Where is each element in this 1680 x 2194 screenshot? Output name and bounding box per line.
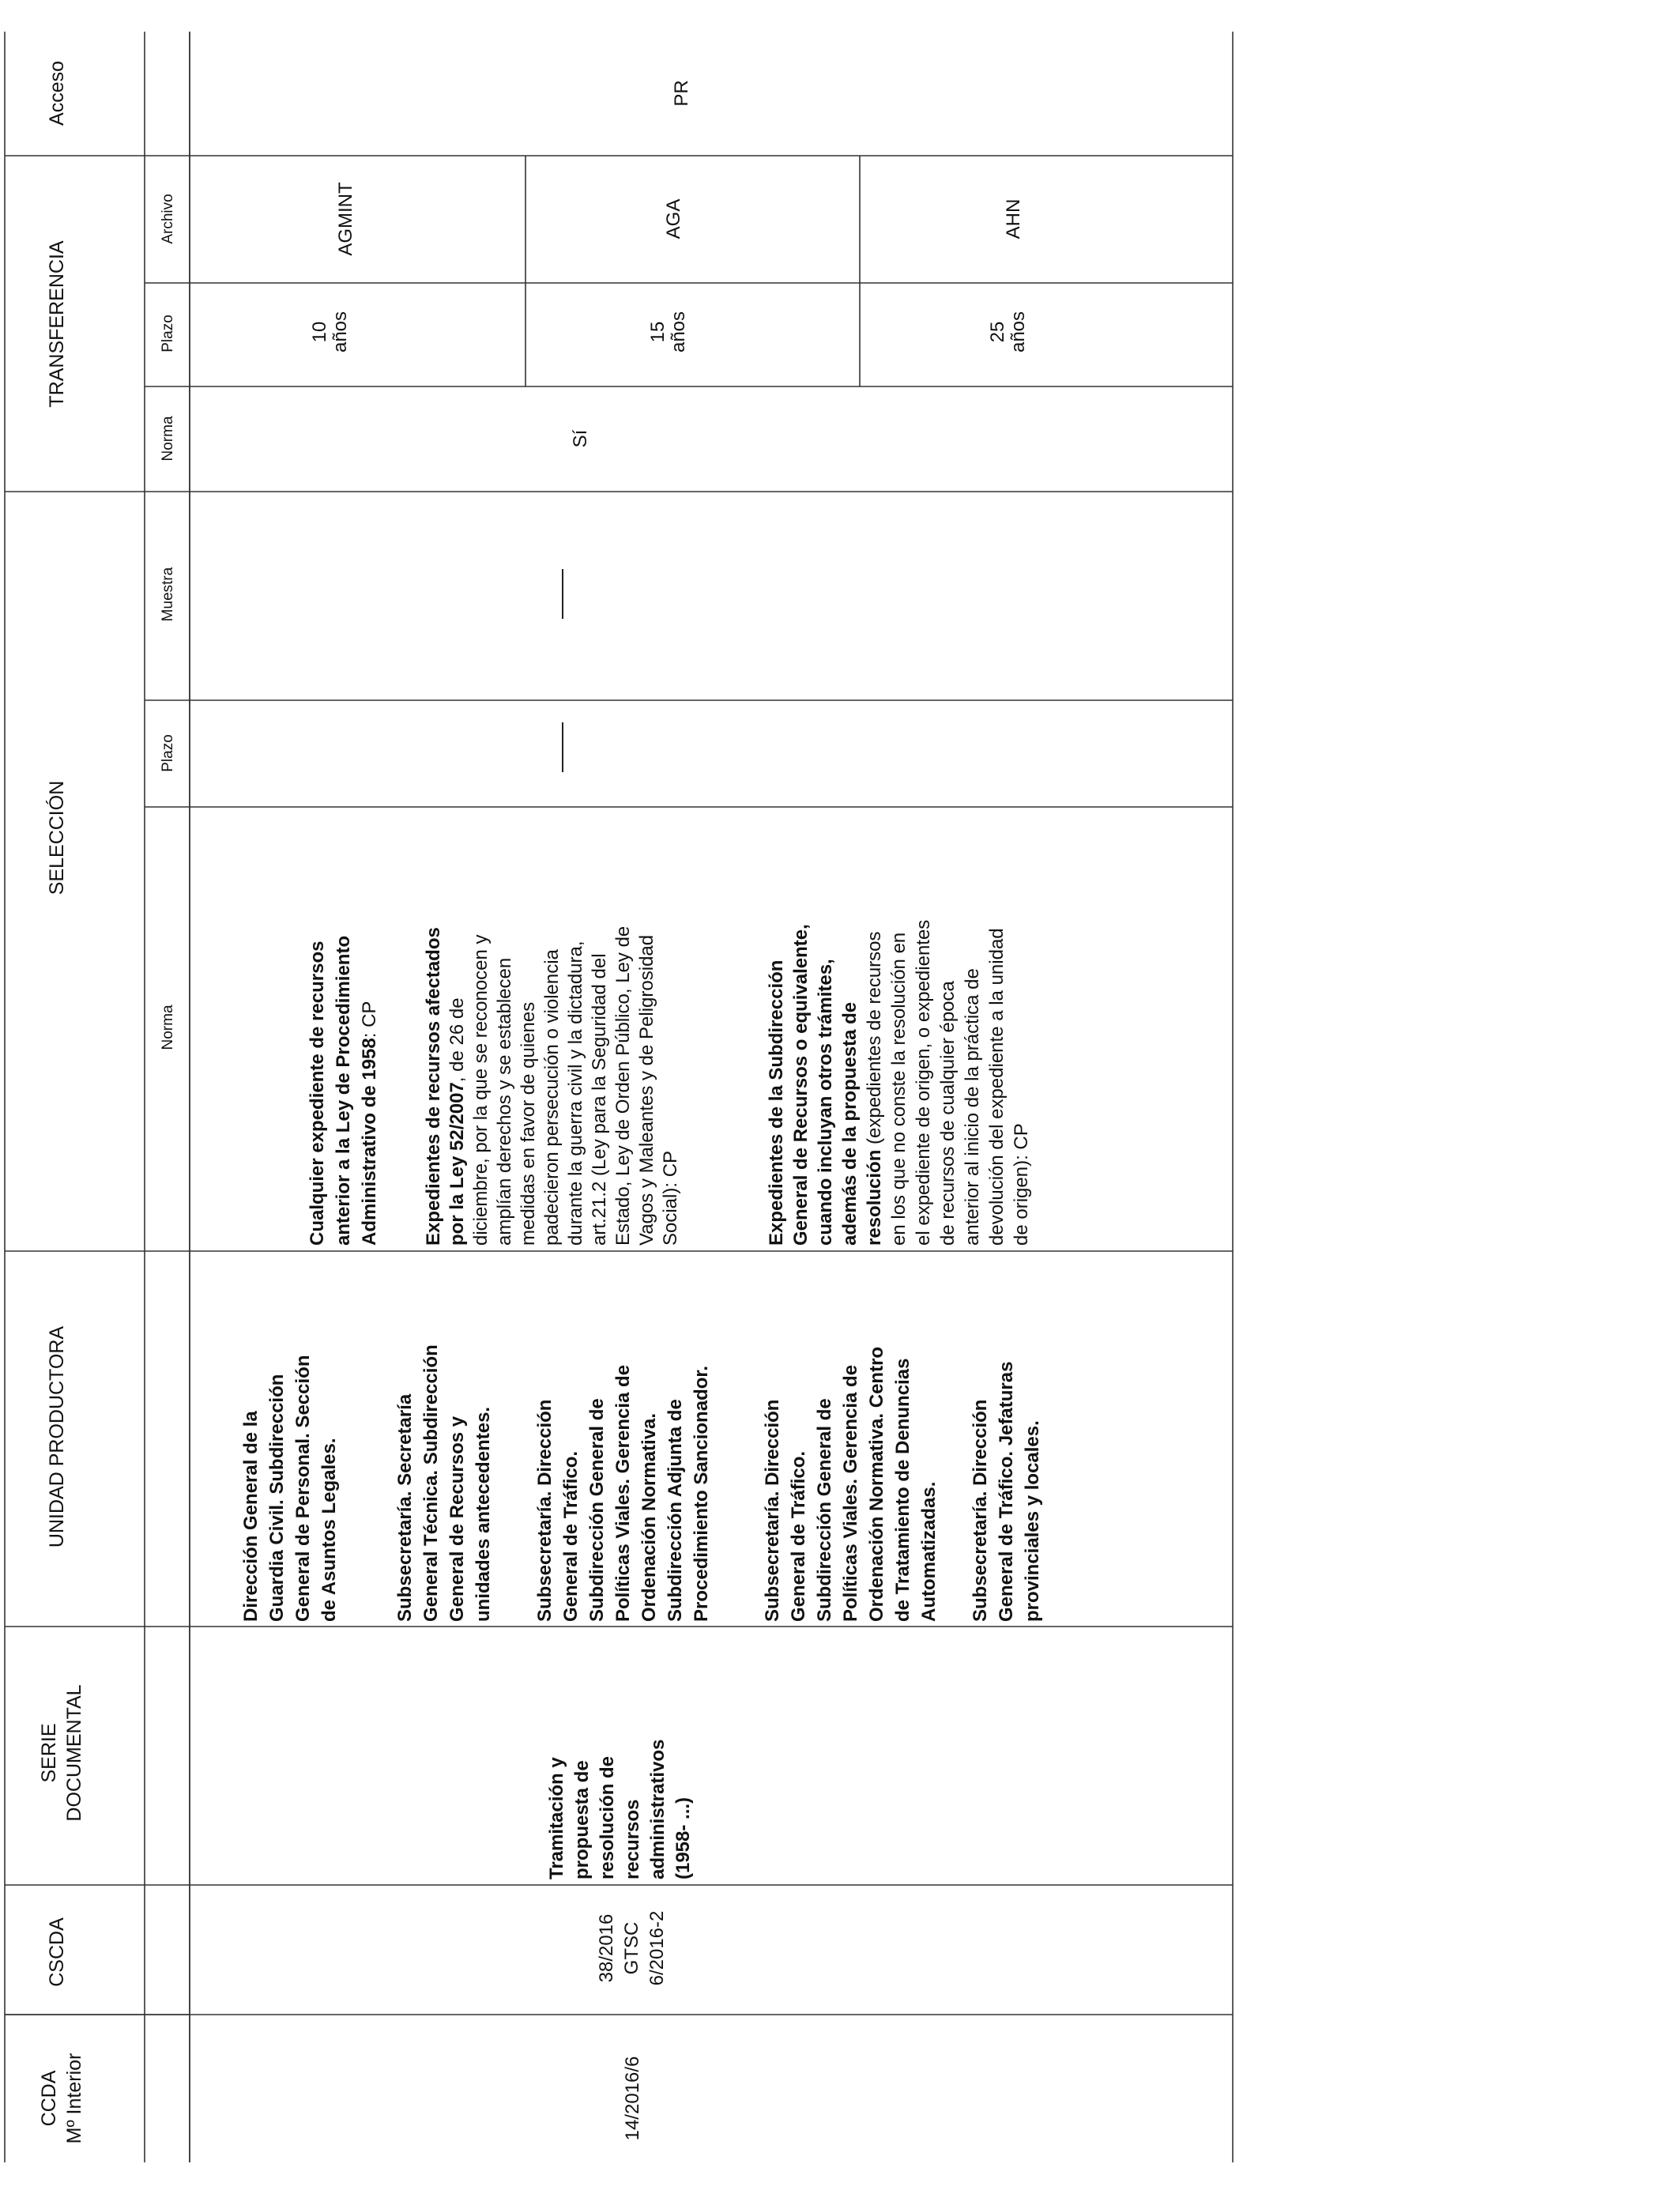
cell-line <box>612 926 634 1246</box>
unidad-line: Subsecretaría. Dirección <box>534 1399 556 1622</box>
cell-seleccion-norma-1 <box>307 936 380 1246</box>
archivo-name: AGMINT <box>335 182 356 256</box>
cell-transferencia-norma: Sí <box>570 429 591 448</box>
cell-line <box>565 941 586 1246</box>
cell-line <box>1011 1123 1032 1246</box>
cell-unidad-productora <box>240 1344 1043 1622</box>
cell-line <box>589 953 610 1246</box>
unidad-line: provinciales y locales. <box>1022 1420 1043 1622</box>
cell-line <box>470 934 492 1246</box>
unidad-line: General de Tráfico. Jefaturas <box>996 1361 1017 1622</box>
cell-line <box>518 1002 539 1246</box>
unidad-line: Políticas Viales. Gerencia de <box>840 1364 861 1622</box>
normal-segment: en los que no conste la resolución en <box>888 932 910 1246</box>
cell-line <box>913 920 934 1246</box>
cell-seleccion-norma-3 <box>766 920 1032 1246</box>
cell-line <box>359 1001 380 1246</box>
normal-segment: el expediente de origen, o expedientes <box>913 919 934 1246</box>
normal-segment: Social): CP <box>660 1150 681 1246</box>
unidad-line: Ordenación Normativa. Centro <box>866 1346 887 1622</box>
unidad-line: Subdirección General de <box>814 1398 835 1622</box>
bold-segment: anterior a la Ley de Procedimiento <box>333 935 354 1246</box>
unidad-line: Políticas Viales. Gerencia de <box>612 1364 634 1622</box>
bold-segment: Cualquier expediente de recursos <box>307 941 328 1246</box>
normal-segment: , de 26 de <box>446 997 468 1083</box>
bold-segment: Expedientes de la Subdirección <box>766 959 787 1246</box>
unidad-line: Automatizadas. <box>918 1481 940 1622</box>
plazo-unit: años <box>330 311 351 353</box>
cell-line <box>494 958 515 1246</box>
bold-segment: General de Recursos o equivalente, <box>790 924 812 1246</box>
normal-segment: padecieron persecución o violencia <box>541 949 563 1246</box>
unidad-line: Guardia Civil. Subdirección <box>266 1374 288 1622</box>
cscda-line: 38/2016 <box>596 1913 617 1983</box>
normal-segment: (expedientes de recursos <box>864 931 885 1150</box>
cell-transferencias <box>309 182 1029 352</box>
cell-line <box>962 968 983 1246</box>
unidad-line: de Asuntos Legales. <box>318 1438 340 1622</box>
cell-line <box>986 928 1008 1246</box>
unidad-line: Subdirección Adjunta de <box>665 1399 686 1622</box>
archivo-name: AHN <box>1003 198 1024 239</box>
cell-line <box>541 948 563 1246</box>
unidad-line: General Técnica. Subdirección <box>420 1344 442 1622</box>
plazo-number: 15 <box>647 321 669 343</box>
cell-cscda <box>596 1911 668 1986</box>
unidad-line: Subdirección General de <box>586 1398 608 1622</box>
cell-line <box>660 1151 681 1246</box>
normal-segment: diciembre, por la que se reconocen y <box>470 934 492 1246</box>
table-row <box>240 80 1043 2140</box>
unidad-line: General de Recursos y <box>446 1416 468 1622</box>
unidad-line: Subsecretaría. Dirección <box>970 1399 991 1622</box>
serie-line: propuesta de <box>571 1760 593 1879</box>
cell-serie-documental <box>546 1740 694 1879</box>
unidad-line: Procedimiento Sancionador. <box>691 1365 712 1622</box>
subheader-transferencia-norma: Norma <box>160 416 176 462</box>
cell-line <box>446 997 468 1246</box>
cell-line <box>766 960 787 1246</box>
plazo-number: 10 <box>309 321 330 343</box>
header-ccda-line1: CCDA <box>38 2070 60 2127</box>
unidad-line: Dirección General de la <box>240 1411 262 1622</box>
cscda-line: 6/2016-2 <box>646 1910 668 1986</box>
normal-segment: Estado, Ley de Orden Público, Ley de <box>612 925 634 1246</box>
bold-segment: cuando incluyan otros trámites, <box>815 959 836 1246</box>
normal-segment: devolución del expediente a la unidad <box>986 928 1008 1246</box>
cscda-line: GTSC <box>621 1921 642 1975</box>
plazo-number: 25 <box>987 321 1008 343</box>
normal-segment: amplían derechos y se establecen <box>494 957 515 1246</box>
bold-segment: resolución <box>864 1149 885 1246</box>
subheader-seleccion-muestra: Muestra <box>160 567 176 622</box>
unidad-line: Subsecretaría. Dirección <box>762 1399 783 1622</box>
serie-line: (1958- ...) <box>672 1796 694 1879</box>
header-ccda-line2: Mº Interior <box>63 2053 85 2144</box>
unidad-line: Subsecretaría. Secretaría <box>394 1393 416 1622</box>
header-serie-line2: DOCUMENTAL <box>63 1684 85 1822</box>
header-acceso: Acceso <box>46 61 68 126</box>
plazo-unit: años <box>1008 311 1029 353</box>
serie-line: resolución de <box>597 1755 618 1879</box>
cell-line <box>839 1002 861 1246</box>
plazo-unit: años <box>668 311 689 353</box>
archivo-name: AGA <box>663 198 684 239</box>
bold-segment: Administrativo de 1958 <box>359 1038 380 1246</box>
cell-line <box>333 936 354 1246</box>
bold-segment: además de la propuesta de <box>839 1001 861 1246</box>
cell-seleccion-norma-2 <box>423 926 681 1246</box>
cell-line <box>307 941 328 1246</box>
cell-line <box>636 935 657 1246</box>
cell-line <box>423 927 444 1246</box>
cell-line <box>864 931 885 1246</box>
normal-segment: anterior al inicio de la práctica de <box>962 968 983 1246</box>
normal-segment: Vagos y Maleantes y de Peligrosidad <box>636 934 657 1246</box>
normal-segment: : CP <box>359 1001 380 1039</box>
header-transferencia: TRANSFERENCIA <box>46 240 68 408</box>
serie-line: administrativos <box>647 1739 669 1879</box>
cell-line <box>937 980 959 1246</box>
unidad-line: Ordenación Normativa. <box>638 1412 660 1622</box>
unidad-line: General de Personal. Sección <box>292 1355 314 1622</box>
normal-segment: de origen): CP <box>1011 1123 1032 1246</box>
unidad-line: unidades antecedentes. <box>473 1406 494 1622</box>
unidad-line: de Tratamiento de Denuncias <box>892 1358 913 1622</box>
cell-line <box>790 924 812 1246</box>
normal-segment: durante la guerra civil y la dictadura, <box>565 941 586 1246</box>
subheader-transferencia-archivo: Archivo <box>160 194 176 244</box>
cell-ccda: 14/2016/6 <box>622 2056 643 2141</box>
header-seleccion: SELECCIÓN <box>46 780 68 895</box>
unidad-line: General de Tráfico. <box>560 1450 582 1622</box>
cell-line <box>888 933 910 1246</box>
subheader-seleccion-plazo: Plazo <box>160 734 176 772</box>
cell-line <box>815 959 836 1246</box>
subheader-seleccion-norma: Norma <box>160 1005 176 1050</box>
header-cscda: CSCDA <box>46 1917 68 1987</box>
cell-acceso: PR <box>671 80 692 107</box>
normal-segment: medidas en favor de quienes <box>518 1001 539 1246</box>
bold-segment: Expedientes de recursos afectados <box>423 927 444 1246</box>
serie-line: Tramitación y <box>546 1757 567 1879</box>
unidad-line: General de Tráfico. <box>788 1450 809 1622</box>
header-unidad: UNIDAD PRODUCTORA <box>46 1325 68 1548</box>
header-row <box>38 61 176 2143</box>
bold-segment: por la Ley 52/2007 <box>446 1082 468 1246</box>
normal-segment: de recursos de cualquier época <box>937 981 959 1246</box>
normal-segment: art.21.2 (Ley para la Seguridad del <box>589 953 610 1246</box>
serie-line: recursos <box>622 1799 643 1879</box>
subheader-transferencia-plazo: Plazo <box>160 315 176 352</box>
header-serie-line1: SERIE <box>38 1723 60 1783</box>
